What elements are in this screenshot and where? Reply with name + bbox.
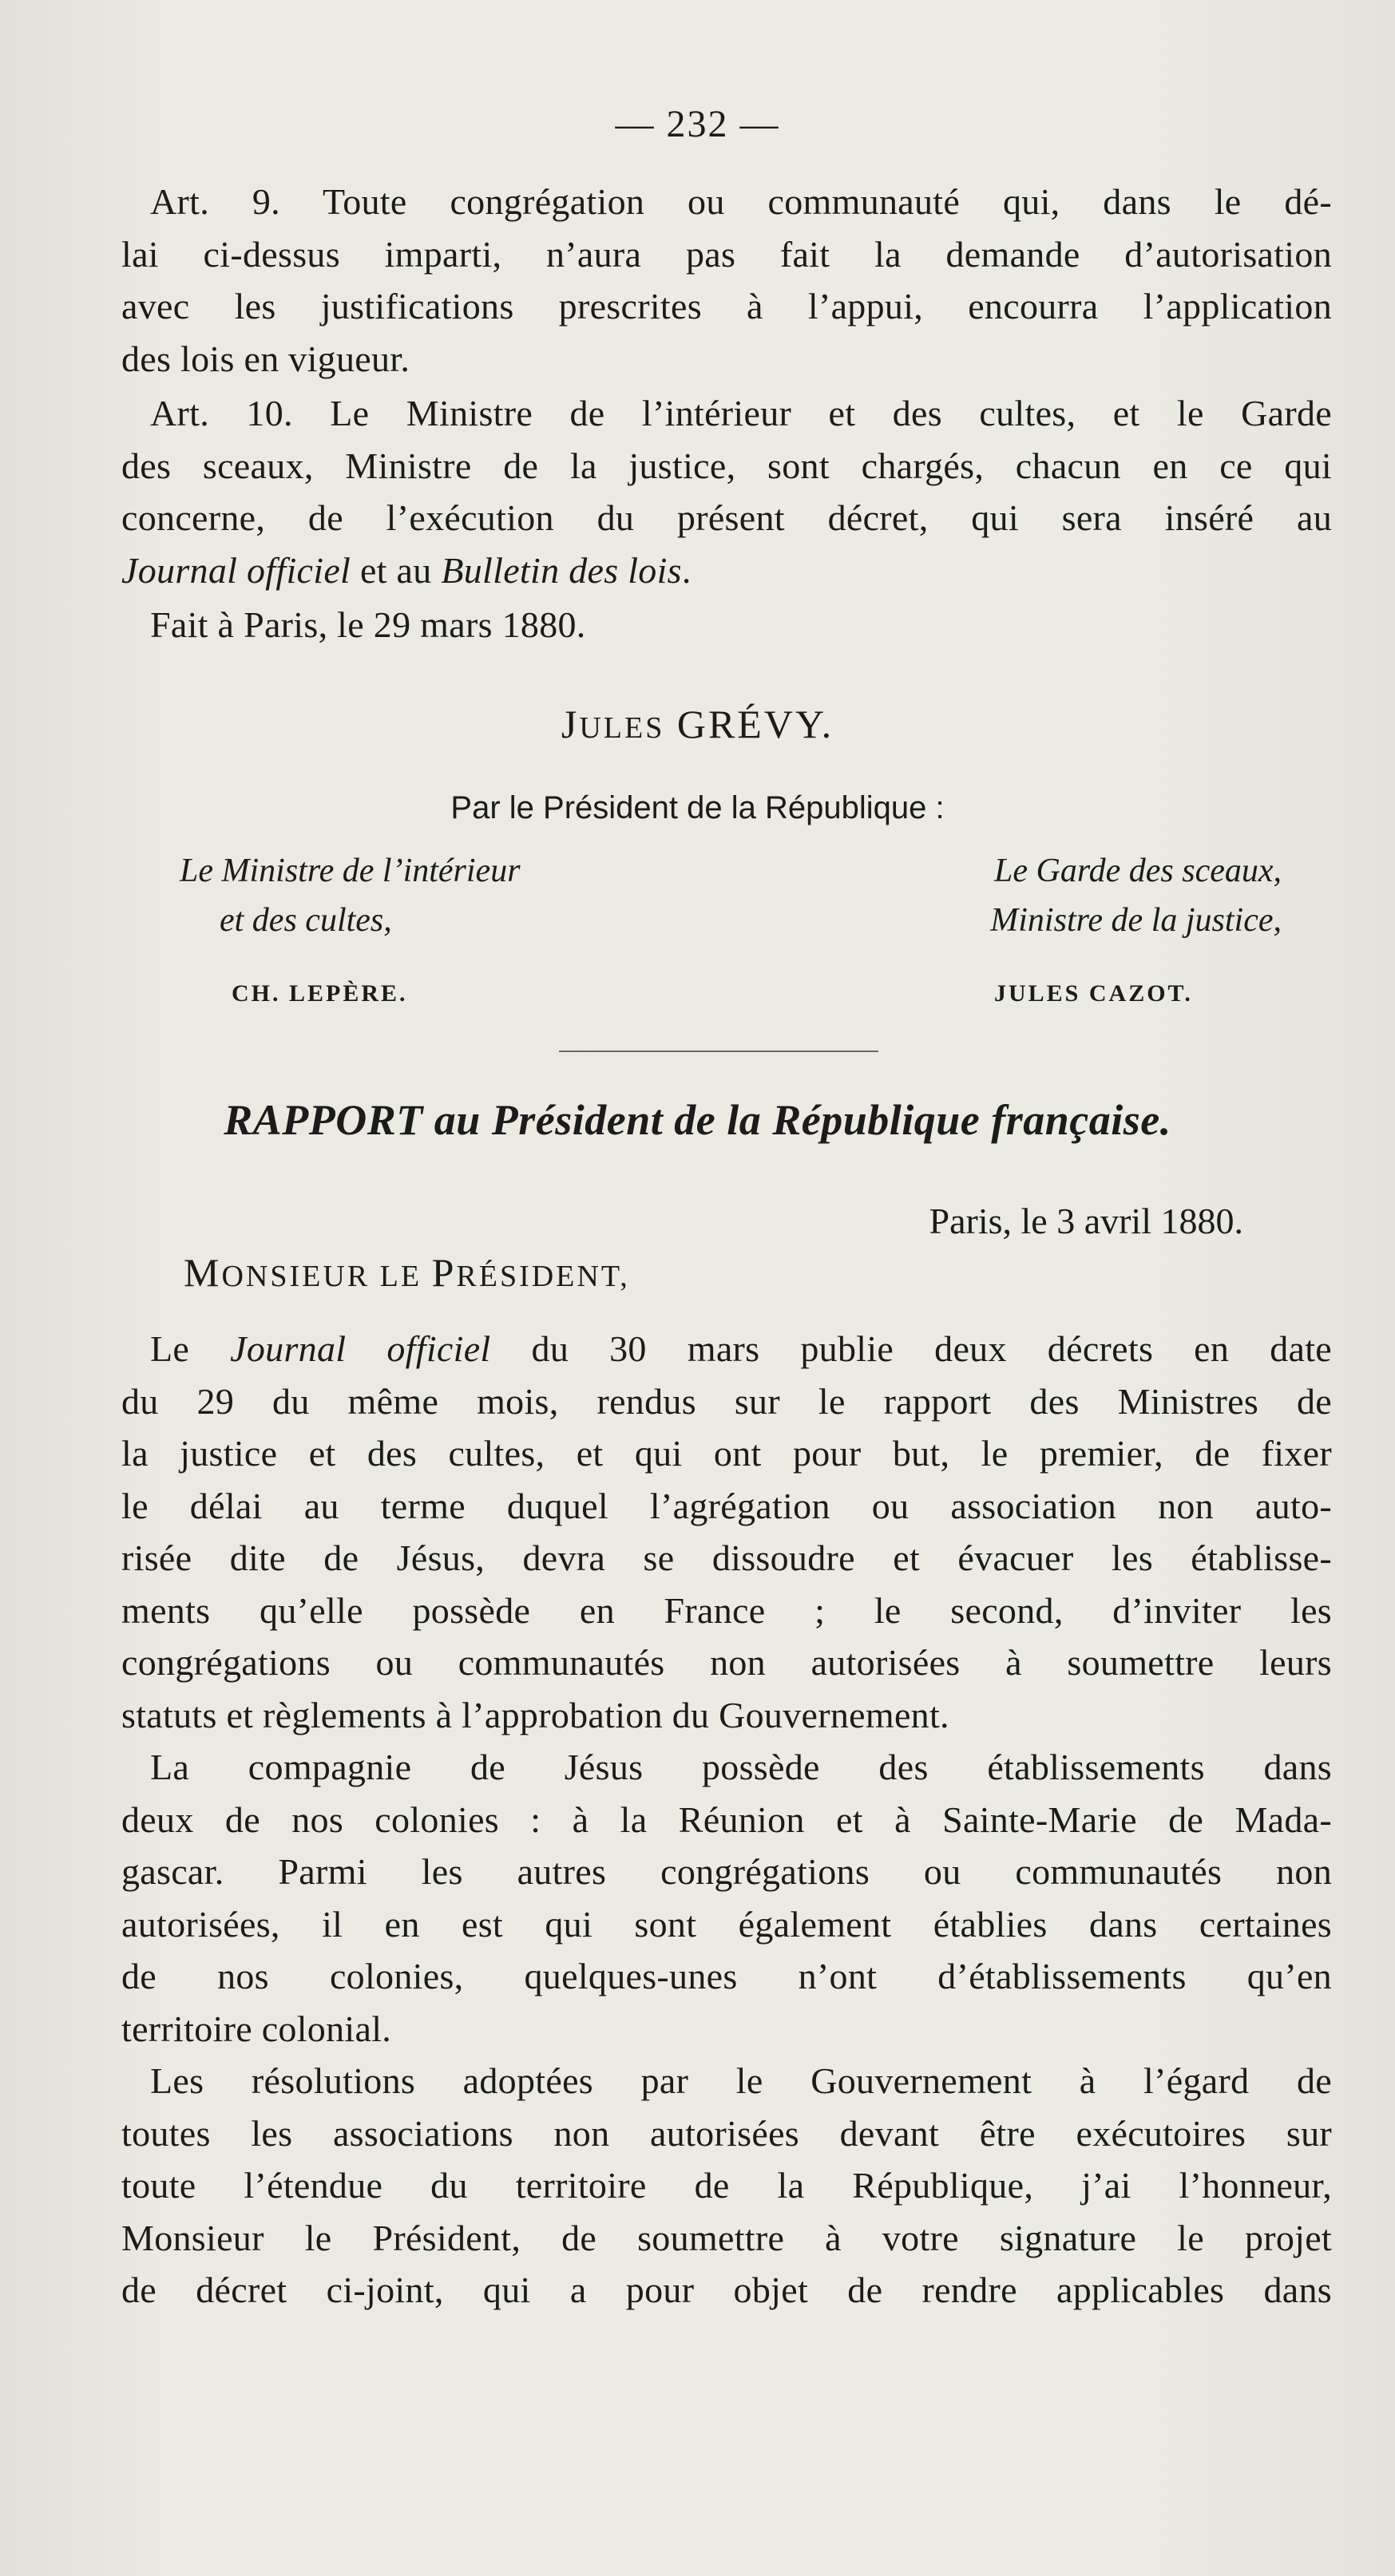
paragraph-1-line: la justice et des cultes, et qui ont pour but, le premier, de fixer bbox=[121, 1433, 1332, 1474]
garde-des-sceaux-title: Le Garde des sceaux, bbox=[993, 853, 1282, 889]
paragraph-1-line: congrégations ou communautés non autorisées à soumettre leurs bbox=[121, 1642, 1332, 1683]
article-10-line: Journal officiel et au Bulletin des lois. bbox=[121, 549, 692, 591]
name-ch-lepere: CH. LEPÈRE. bbox=[232, 980, 408, 1007]
minister-interior-subtitle: et des cultes, bbox=[220, 902, 392, 939]
salutation: MONSIEUR LE PRÉSIDENT, bbox=[184, 1250, 630, 1295]
paragraph-3-line: Les résolutions adoptées par le Gouvernement à l’égard de bbox=[150, 2060, 1332, 2101]
article-9-line: des lois en vigueur. bbox=[121, 338, 410, 379]
paragraph-1-line: du 29 du même mois, rendus sur le rapport des Ministres de bbox=[121, 1380, 1332, 1422]
name-jules-cazot: JULES CAZOT. bbox=[994, 980, 1193, 1007]
paragraph-2-line: deux de nos colonies : à la Réunion et à Sainte-Marie de Mada- bbox=[121, 1798, 1332, 1840]
paragraph-1-line: risée dite de Jésus, devra se dissoudre et évacuer les établisse- bbox=[121, 1537, 1332, 1578]
article-10-line: concerne, de l’exécution du présent décret, qui sera inséré au bbox=[121, 497, 1332, 538]
paragraph-1-line: Le Journal officiel du 30 mars publie deux décrets en date bbox=[150, 1328, 1333, 1369]
page-number: — 232 — bbox=[615, 103, 780, 145]
bulletin-des-lois-title: Bulletin des lois bbox=[441, 549, 682, 591]
article-9 bbox=[121, 176, 1332, 385]
paragraph-2-line: territoire colonial. bbox=[121, 2008, 392, 2049]
par-le-president: Par le Président de la République : bbox=[450, 790, 945, 825]
paragraph-2-line: de nos colonies, quelques-unes n’ont d’établissements qu’en bbox=[121, 1956, 1332, 1996]
paragraph-3 bbox=[121, 2055, 1332, 2317]
paragraph-2-line: gascar. Parmi les autres congrégations ou communautés non bbox=[121, 1851, 1332, 1892]
article-10-line: Art. 10. Le Ministre de l’intérieur et des cultes, et le Garde bbox=[150, 393, 1332, 433]
rapport-heading: RAPPORT au Président de la République française. bbox=[224, 1096, 1171, 1144]
paragraph-1-line: le délai au terme duquel l’agrégation ou association non auto- bbox=[121, 1485, 1332, 1526]
minister-interior-block bbox=[180, 846, 659, 945]
article-9-line: Art. 9. Toute congrégation ou communauté qui, dans le dé- bbox=[150, 181, 1332, 222]
garde-des-sceaux-subtitle: Ministre de la justice, bbox=[990, 902, 1282, 939]
paragraph-3-line: toute l’étendue du territoire de la République, j’ai l’honneur, bbox=[121, 2165, 1332, 2206]
article-9-line: avec les justifications prescrites à l’appui, encourra l’application bbox=[121, 286, 1332, 326]
article-10 bbox=[121, 387, 1332, 596]
section-divider bbox=[559, 1051, 878, 1052]
fait-a-paris bbox=[121, 599, 1332, 651]
minister-interior-title: Le Ministre de l’intérieur bbox=[180, 853, 521, 889]
paragraph-3-line: Monsieur le Président, de soumettre à votre signature le projet bbox=[121, 2217, 1332, 2258]
signature-jules-grevy: JULES GRÉVY. bbox=[561, 702, 834, 746]
article-9-line: lai ci-dessus imparti, n’aura pas fait la demande d’autorisation bbox=[121, 233, 1332, 275]
paragraph-2 bbox=[121, 1741, 1332, 2055]
paragraph-2-line: La compagnie de Jésus possède des établissements dans bbox=[150, 1747, 1332, 1787]
article-10-line: des sceaux, Ministre de la justice, sont chargés, chacun en ce qui bbox=[121, 445, 1332, 486]
paragraph-2-line: autorisées, il en est qui sont également établies dans certaines bbox=[121, 1903, 1332, 1945]
paragraph-1 bbox=[121, 1323, 1332, 1741]
paragraph-1-line: statuts et règlements à l’approbation du Gouvernement. bbox=[121, 1694, 949, 1735]
journal-officiel-title: Journal officiel bbox=[230, 1328, 491, 1369]
garde-des-sceaux-block bbox=[866, 846, 1282, 945]
paragraph-1-line: ments qu’elle possède en France ; le second, d’inviter les bbox=[121, 1589, 1332, 1631]
fait-line: Fait à Paris, le 29 mars 1880. bbox=[150, 604, 586, 645]
journal-officiel-title: Journal officiel bbox=[121, 549, 351, 591]
paragraph-3-line: de décret ci-joint, qui a pour objet de rendre applicables dans bbox=[121, 2269, 1332, 2310]
rapport-date: Paris, le 3 avril 1880. bbox=[929, 1201, 1243, 1241]
paragraph-3-line: toutes les associations non autorisées devant être exécutoires sur bbox=[121, 2112, 1332, 2154]
